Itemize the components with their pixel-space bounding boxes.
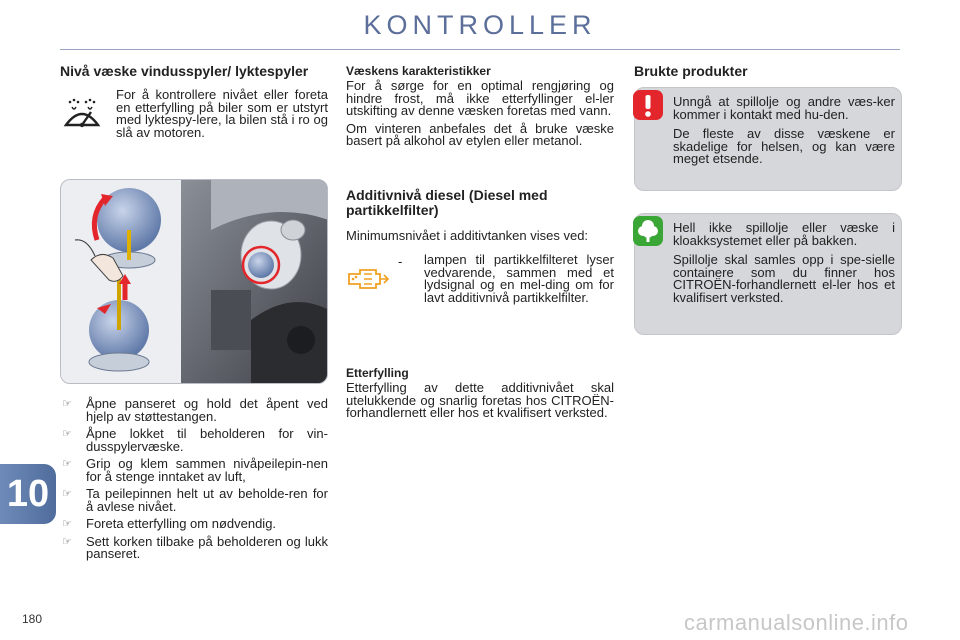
refill-heading: Etterfylling xyxy=(346,366,409,380)
additive-section xyxy=(346,188,614,333)
fluid-paragraph-1: For å sørge for en optimal rengjøring og hindre frost, må ikke etterfyllinger el-ler utskifting av denne væsken foretas med vann. xyxy=(346,78,614,118)
engine-bay-illustration xyxy=(60,179,328,384)
windscreen-washer-icon xyxy=(62,95,102,135)
warning-note-box xyxy=(634,87,902,191)
pointing-hand-icon: ☞ xyxy=(62,518,72,530)
left-column xyxy=(60,64,328,566)
fluid-paragraph-2: Om vinteren anbefales det å bruke væske basert på alkohol av etylen eller metanol. xyxy=(346,120,614,148)
reservoir-dipstick-illustration xyxy=(61,180,328,384)
additive-lamp-item xyxy=(346,254,614,332)
watermark: carmanualsonline.info xyxy=(684,610,909,635)
additive-paragraph: Minimumsnivået i additivtanken vises ved: xyxy=(346,227,589,243)
pointing-hand-icon: ☞ xyxy=(62,488,72,500)
fluid-characteristics-heading: Væskens karakteristikker xyxy=(346,64,491,78)
middle-column xyxy=(346,64,614,420)
tree-environment-icon xyxy=(633,216,663,246)
list-item: ☞ Sett korken tilbake på beholderen og lukk panseret. xyxy=(62,533,328,561)
washer-level-heading: Nivå væske vindusspyler/ lyktespyler xyxy=(60,63,309,79)
warning-exclamation-icon xyxy=(633,90,663,120)
page-number: 180 xyxy=(22,612,43,626)
used-products-heading: Brukte produkter xyxy=(634,63,748,79)
pointing-hand-icon: ☞ xyxy=(62,428,72,440)
right-column xyxy=(634,64,902,335)
environment-paragraph-2: Spillolje skal samles opp i spe-sielle containere som du finner hos CITROËN-forhandlernett el-ler hos et kvalifisert verksted. xyxy=(673,252,895,305)
washer-steps-list xyxy=(60,398,328,561)
warning-paragraph-1: Unngå at spillolje og andre væs-ker kommer i kontakt med hu-den. xyxy=(673,94,895,122)
pointing-hand-icon: ☞ xyxy=(62,535,72,548)
refill-section xyxy=(346,366,614,420)
page-title: KONTROLLER xyxy=(363,10,597,40)
list-item: ☞ Foreta etterfylling om nødvendig. xyxy=(62,516,277,531)
list-item: ☞ Ta peilepinnen helt ut av beholde-ren for å avlese nivået. xyxy=(62,486,328,514)
particle-filter-warning-icon xyxy=(346,266,390,292)
list-item: ☞ Åpne lokket til beholderen for vin-dusspylervæske. xyxy=(62,426,328,454)
list-item: ☞ Åpne panseret og hold det åpent ved hjelp av støttestangen. xyxy=(62,396,328,424)
pointing-hand-icon: ☞ xyxy=(62,458,72,470)
list-dash: - xyxy=(398,254,403,269)
environment-note-box xyxy=(634,213,902,335)
title-divider xyxy=(60,49,900,50)
additive-heading: Additivnivå diesel (Diesel med partikkelfilter) xyxy=(346,186,548,218)
washer-intro-text: For å kontrollere nivået eller foreta en etterfylling på biler som er utstyrt med lyktespy-lere, la bilen stå i ro og slå av motoren. xyxy=(116,87,328,140)
chapter-tab: 10 xyxy=(0,464,56,524)
warning-paragraph-2: De fleste av disse væskene er skadelige for helsen, og kan være meget etsende. xyxy=(673,126,895,166)
refill-paragraph: Etterfylling av dette additivnivået skal utelukkende og snarlig foretas hos CITROËN-forhandlernett eller hos et kvalifisert verksted. xyxy=(346,380,614,420)
additive-lamp-text: lampen til partikkelfilteret lyser vedvarende, sammen med et lydsignal og en mel-ding om for lavt additivnivå partikkelfilter. xyxy=(424,252,614,305)
list-item: ☞ Grip og klem sammen nivåpeilepin-nen for å stenge inntaket av luft, xyxy=(62,456,328,484)
environment-paragraph-1: Hell ikke spillolje eller væske i kloakksystemet eller på bakken. xyxy=(673,220,895,248)
pointing-hand-icon: ☞ xyxy=(62,398,72,410)
washer-intro xyxy=(60,89,328,155)
